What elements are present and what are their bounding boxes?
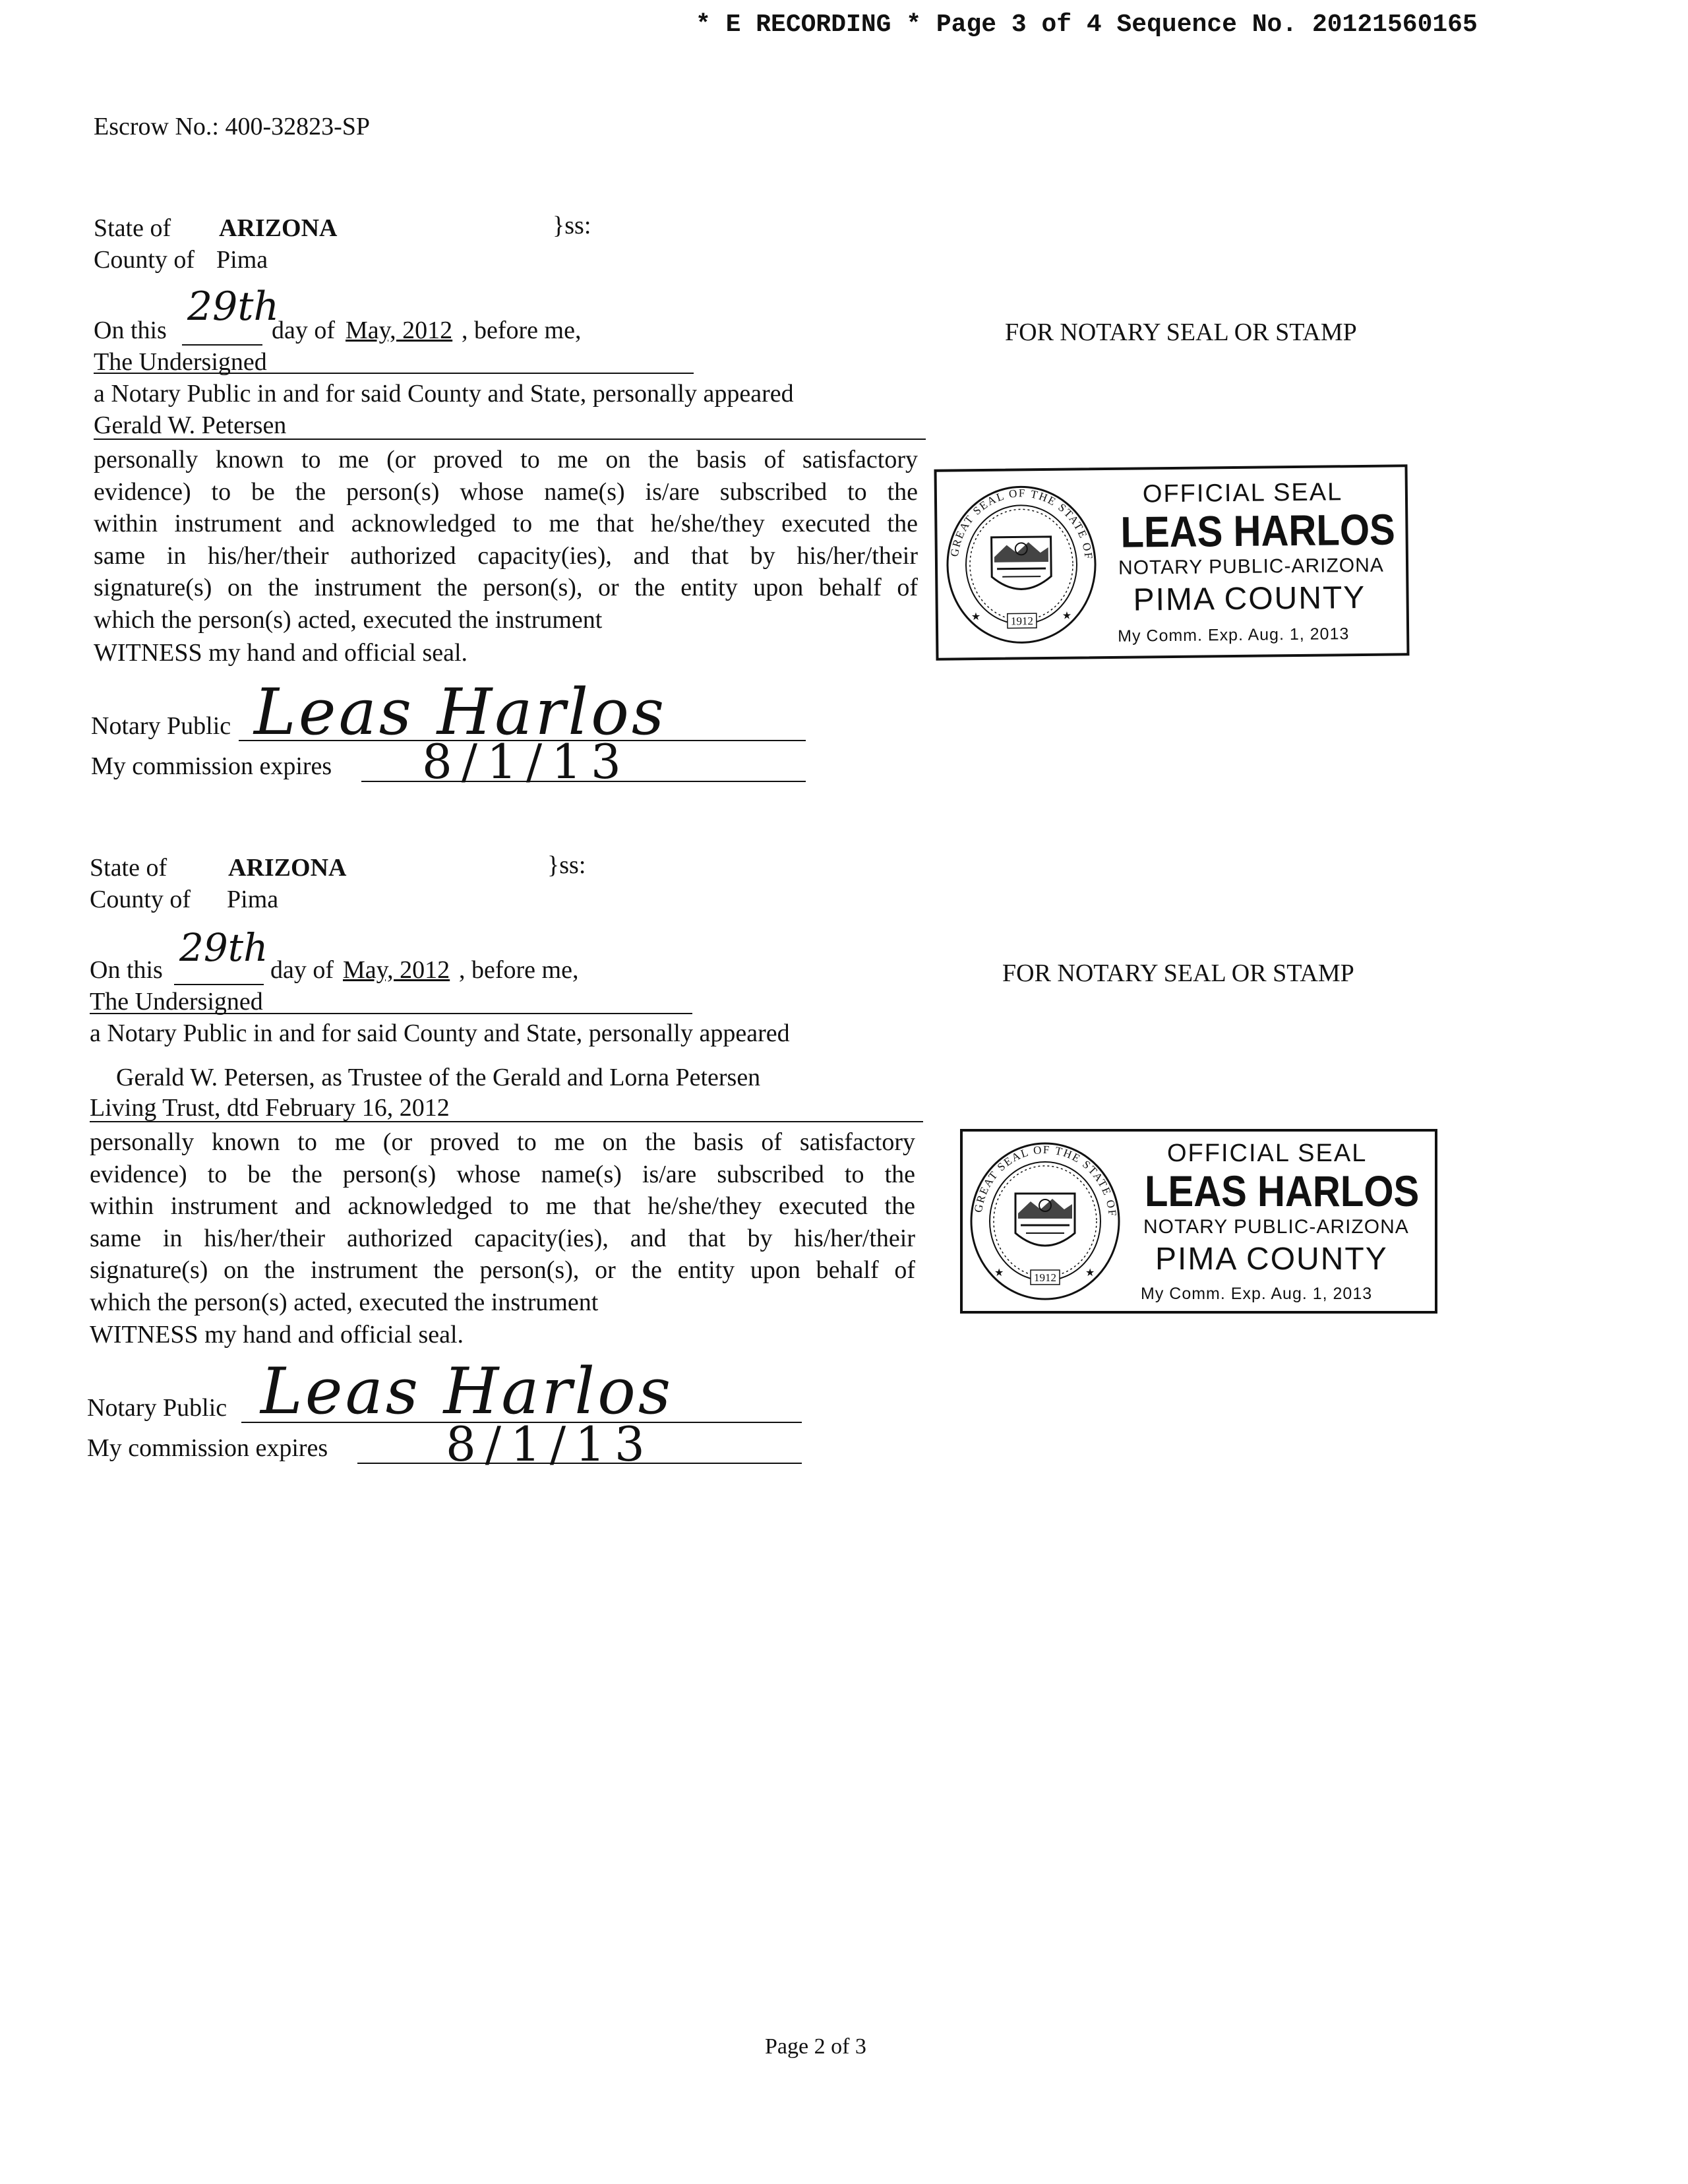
notary-signature: Leas Harlos — [254, 675, 667, 749]
day-underline — [174, 984, 264, 985]
arizona-state-seal-icon — [944, 483, 1100, 646]
notary-stamp — [934, 464, 1410, 661]
witness-line: WITNESS my hand and official seal. — [94, 639, 468, 667]
appeared-underline — [90, 1121, 923, 1122]
body-line: same in his/her/their authorized capacity(ies), and that by his/her/their — [94, 541, 918, 570]
state-value: ARIZONA — [228, 854, 347, 882]
recording-header: * E RECORDING * Page 3 of 4 Sequence No. 20121560165 — [696, 11, 1478, 39]
body-line: signature(s) on the instrument the person(s), or the entity upon behalf of — [90, 1256, 915, 1284]
body-line: personally known to me (or proved to me on the basis of satisfactory — [94, 446, 918, 473]
stamp-title: OFFICIAL SEAL — [1167, 1139, 1368, 1167]
body-line: signature(s) on the instrument the person(s), or the entity upon behalf of — [94, 574, 918, 601]
svg-text:★: ★ — [1085, 1267, 1095, 1279]
notary-statement: a Notary Public in and for said County and State, personally appeared — [90, 1019, 790, 1047]
state-label: State of — [94, 214, 171, 242]
seal-ring-text: GREAT SEAL OF THE STATE OF — [948, 487, 1095, 561]
seal-ring-text: GREAT SEAL OF THE STATE OF — [971, 1143, 1119, 1218]
stamp-name: LEAS HARLOS — [1120, 504, 1396, 557]
ss-mark: }ss: — [553, 212, 591, 239]
svg-text:★: ★ — [971, 611, 981, 623]
acknowledgment-body — [94, 444, 918, 636]
stamp-expiry: My Comm. Exp. Aug. 1, 2013 — [1118, 624, 1350, 646]
witness-line: WITNESS my hand and official seal. — [90, 1321, 464, 1349]
seal-year: 1912 — [1010, 615, 1034, 628]
county-label: County of — [90, 886, 191, 913]
commission-label: My commission expires — [91, 752, 332, 780]
notary-statement: a Notary Public in and for said County and State, personally appeared — [94, 380, 794, 408]
on-this-label: On this — [90, 956, 163, 984]
undersigned-underline — [90, 1013, 692, 1014]
stamp-expiry: My Comm. Exp. Aug. 1, 2013 — [1141, 1285, 1373, 1303]
month-year: May, 2012 — [343, 956, 450, 984]
commission-handwritten: 8/1/13 — [422, 734, 630, 789]
body-line: which the person(s) acted, executed the instrument — [94, 605, 603, 634]
arizona-state-seal-icon — [968, 1141, 1123, 1302]
county-value: Pima — [227, 886, 279, 913]
stamp-role: NOTARY PUBLIC-ARIZONA — [1143, 1216, 1409, 1238]
stamp-county: PIMA COUNTY — [1133, 580, 1366, 618]
body-line: which the person(s) acted, executed the instrument — [90, 1288, 599, 1316]
state-label: State of — [90, 854, 167, 882]
svg-text:★: ★ — [1062, 610, 1072, 622]
commission-handwritten: 8/1/13 — [446, 1416, 654, 1472]
notary-signature: Leas Harlos — [260, 1354, 674, 1428]
county-label: County of — [94, 246, 195, 274]
seal-year: 1912 — [1034, 1271, 1056, 1284]
escrow-number: 400-32823-SP — [225, 113, 371, 140]
acknowledgment-body — [90, 1126, 915, 1318]
undersigned: The Undersigned — [90, 988, 263, 1016]
appeared-name: Gerald W. Petersen — [94, 411, 287, 439]
notary-stamp — [960, 1129, 1437, 1314]
day-of-label: day of — [272, 317, 336, 344]
appeared-name: Living Trust, dtd February 16, 2012 — [90, 1094, 450, 1122]
day-underline — [182, 344, 262, 346]
escrow-line — [94, 111, 370, 142]
day-of-label: day of — [270, 956, 334, 984]
county-value: Pima — [216, 246, 268, 274]
day-handwritten: 29th — [179, 925, 268, 970]
notary-public-label: Notary Public — [87, 1394, 227, 1422]
body-line: evidence) to be the person(s) whose name(s) is/are subscribed to the — [94, 477, 918, 506]
state-value: ARIZONA — [219, 214, 338, 242]
month-year: May, 2012 — [346, 317, 453, 344]
body-line: personally known to me (or proved to me on the basis of satisfactory — [90, 1128, 915, 1156]
body-line: same in his/her/their authorized capacity(ies), and that by his/her/their — [90, 1224, 915, 1252]
before-me: , before me, — [462, 317, 582, 344]
appeared-name: Gerald W. Petersen, as Trustee of the Gerald and Lorna Petersen — [116, 1064, 761, 1091]
stamp-role: NOTARY PUBLIC-ARIZONA — [1118, 554, 1384, 579]
undersigned: The Undersigned — [94, 348, 267, 376]
appeared-underline — [94, 439, 926, 440]
seal-heading: FOR NOTARY SEAL OR STAMP — [1005, 318, 1357, 346]
page-number: Page 2 of 3 — [765, 2034, 866, 2059]
body-line: within instrument and acknowledged to me that he/she/they executed the — [94, 510, 918, 537]
notary-public-label: Notary Public — [91, 712, 231, 740]
undersigned-underline — [94, 373, 694, 374]
ss-mark: }ss: — [547, 851, 586, 879]
on-this-label: On this — [94, 317, 167, 344]
seal-heading: FOR NOTARY SEAL OR STAMP — [1002, 959, 1354, 987]
stamp-county: PIMA COUNTY — [1155, 1242, 1388, 1277]
before-me: , before me, — [459, 956, 579, 984]
body-line: within instrument and acknowledged to me that he/she/they executed the — [90, 1192, 915, 1220]
body-line: evidence) to be the person(s) whose name(s) is/are subscribed to the — [90, 1160, 915, 1188]
stamp-title: OFFICIAL SEAL — [1142, 478, 1343, 508]
svg-text:★: ★ — [994, 1267, 1004, 1279]
commission-label: My commission expires — [87, 1434, 328, 1462]
escrow-label: Escrow No.: — [94, 113, 219, 140]
stamp-name: LEAS HARLOS — [1145, 1167, 1420, 1215]
day-handwritten: 29th — [187, 284, 280, 330]
